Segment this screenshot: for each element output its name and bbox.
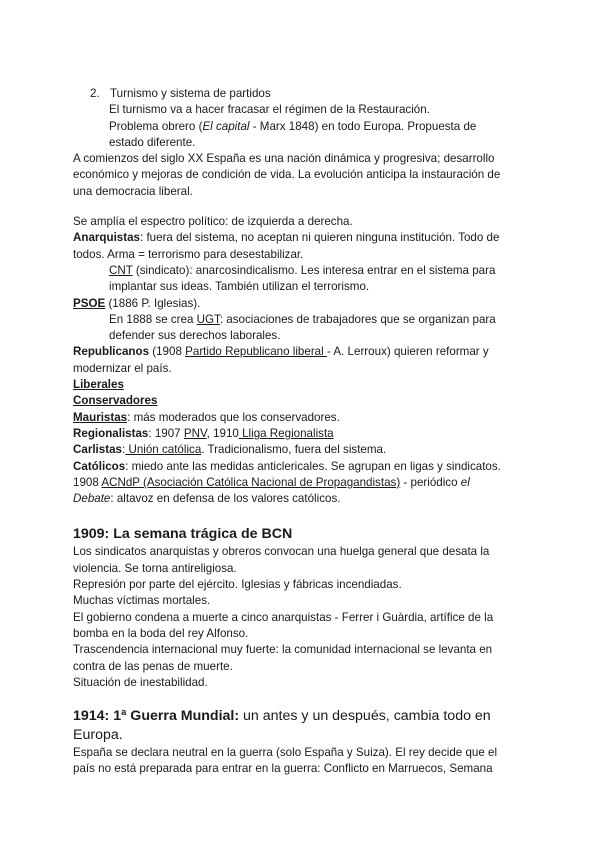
text-line: Represión por parte del ejército. Iglesias y fábricas incendiadas. [73,578,402,592]
term-mauristas: Mauristas [73,410,128,424]
term-regionalistas: Regionalistas [73,426,149,440]
text-line: país no está preparada para entrar en la guerra: Conflicto en Marruecos, Semana [73,762,493,776]
italic-text: Debate [73,492,111,506]
italic-text: El capital [202,119,250,133]
text-line: bomba en la boda del rey Alfonso. [73,626,249,640]
term-republicanos: Republicanos [73,345,150,359]
term-lliga: Lliga Regionalista [238,426,334,440]
heading-continuation: Europa. [73,727,123,744]
term-liberales: Liberales [73,378,124,392]
term-union-catolica: Unión católica [125,443,202,457]
list-item-turnismo [73,86,523,102]
text-line: En 1888 se crea UGT: asociaciones de trabajadores que se organizan para [109,312,496,326]
text-line: implantar sus ideas. También utilizan el terrorismo. [109,280,370,294]
section-title-turnismo: Turnismo y sistema de partidos [110,87,271,100]
text-line: Muchas víctimas mortales. [73,594,211,608]
text-line: Los sindicatos anarquistas y obreros convocan una huelga general que desata la [73,545,490,559]
text-line: 1908 ACNdP (Asociación Católica Nacional de Propagandistas) - periódico el [73,475,470,489]
term-partido-republicano: Partido Republicano liberal [185,345,327,359]
term-anarquistas: Anarquistas [73,231,141,245]
term-carlistas: Carlistas [73,443,122,457]
text-line: Debate: altavoz en defensa de los valores católicos. [73,492,341,506]
text-line: Trascendencia internacional muy fuerte: la comunidad internacional se levanta en [73,643,493,657]
term-psoe: PSOE [73,296,106,310]
paragraph-regionalistas: Regionalistas: 1907 PNV, 1910 Lliga Regionalista [73,426,334,440]
term-pnv: PNV [183,426,207,440]
text-line: modernizar el país. [73,361,172,375]
text-line: CNT (sindicato): anarcosindicalismo. Les interesa entrar en el sistema para [109,263,496,277]
text-line: Problema obrero (El capital - Marx 1848) en todo Europa. Propuesta de [109,119,477,133]
text-line: violencia. Se torna antireligiosa. [73,561,237,575]
section-heading-guerra-mundial: 1914: 1ª Guerra Mundial: un antes y un después, cambia todo en [73,708,491,725]
paragraph-catolicos: Católicos: miedo ante las medidas anticlericales. Se agrupan en ligas y sindicatos. [73,459,501,473]
list-number: 2. [90,87,100,100]
paragraph-republicanos: Republicanos (1908 Partido Republicano liberal - A. Lerroux) quieren reformar y [73,345,489,359]
text-line: estado diferente. [109,135,196,149]
text-line: El turnismo va a hacer fracasar el régimen de la Restauración. [109,103,430,117]
text-line: España se declara neutral en la guerra (solo España y Suiza). El rey decide que el [73,746,498,760]
paragraph-anarquistas: Anarquistas: fuera del sistema, no aceptan ni quieren ninguna institución. Todo de [73,231,500,245]
text-line: contra de las penas de muerte. [73,659,233,673]
paragraph-psoe: PSOE (1886 P. Iglesias). [73,296,201,310]
term-catolicos: Católicos [73,459,126,473]
text-line: económico y mejoras de condición de vida. La evolución anticipa la instauración de [73,168,501,182]
paragraph-mauristas: Mauristas: más moderados que los conservadores. [73,410,340,424]
paragraph-carlistas: Carlistas: Unión católica. Tradicionalismo, fuera del sistema. [73,443,387,457]
term-conservadores: Conservadores [73,394,158,408]
text-line: defender sus derechos laborales. [109,329,281,343]
text-line: A comienzos del siglo XX España es una nación dinámica y progresiva; desarrollo [73,152,495,166]
term-ugt: UGT [196,312,220,326]
term-acndp: ACNdP (Asociación Católica Nacional de Propagandistas) [101,475,401,489]
text-line: Se amplía el espectro político: de izquierda a derecha. [73,215,353,229]
text-line: todos. Arma = terrorismo para desestabilizar. [73,247,304,261]
text-line: Situación de inestabilidad. [73,675,208,689]
section-heading-semana-tragica: 1909: La semana trágica de BCN [73,526,293,543]
term-cnt: CNT [109,263,133,277]
document-content [73,86,523,778]
text-line: una democracia liberal. [73,184,193,198]
text-line: El gobierno condena a muerte a cinco anarquistas - Ferrer i Guàrdia, artífice de la [73,610,494,624]
